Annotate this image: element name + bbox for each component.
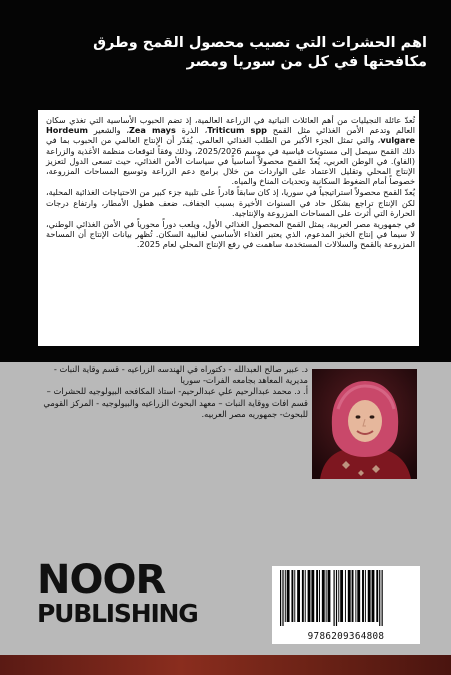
author-info: [40, 364, 308, 420]
barcode-bar: [291, 570, 293, 622]
barcode-bar: [311, 570, 314, 622]
description-paragraph: [46, 115, 415, 186]
barcode-bar: [305, 570, 306, 622]
barcode-bar: [322, 570, 325, 622]
barcode-bar: [326, 570, 327, 622]
barcode-bars: [272, 566, 420, 632]
barcode-bar: [334, 570, 335, 626]
publisher-logo-line1: NOOR: [37, 557, 166, 603]
description-text: في جمهورية مصر العربية، يمثل القمح المحصول الغذائي الأول، ويلعب دوراً محورياً في الأمن الغذائي الوطني، لا سيما في إنتاج الخبز المدعوم، الذي يعتبر الغذاء الأساسي لغالبية السكان. تُظهر بيانات الإنتاج أن المساحة المزروعة بالقمح والسلالات المستخدمة ساهمت في رفع الإنتاج المحلي لعام 2025.: [46, 219, 415, 250]
barcode-bar: [319, 570, 320, 622]
latin-species-name: Zea mays: [129, 125, 176, 136]
barcode-bar: [365, 570, 366, 622]
barcode-bar: [345, 570, 346, 622]
description-box: [38, 110, 419, 346]
barcode-bar: [379, 570, 380, 626]
publisher-logo-line2: PUBLISHING: [37, 599, 198, 628]
author-portrait-image: [312, 369, 417, 479]
barcode-bar: [297, 570, 300, 622]
barcode-bar: [352, 570, 354, 622]
barcode-bar: [338, 570, 339, 622]
description-text: يُعدّ القمح محصولاً استراتيجياً في سوريا، إذ كان سابقاً قادراً على تلبية جزء كبير من الاحتياجات الغذائية المحلية، لكن الإنتاج تراجع بشكل حاد في السنوات الأخيرة بسبب الجفاف، ضعف هطول الأمطار، وارتفاع درجات الحرارة التي أثرت على المساحات المزروعة والإنتاجية.: [46, 187, 415, 218]
author-photo: [312, 369, 417, 479]
barcode-bar: [340, 570, 343, 622]
description-text: ، والشعير: [87, 125, 129, 136]
latin-species-name: Triticum spp: [207, 125, 267, 136]
barcode-bar: [308, 570, 311, 622]
author-2: أ. د. محمد عبدالرحيم علي عبدالرحيم- استاذ المكافحه البيولوجيه للحشرات – قسم افات ووقاية النبات – معهد البحوث الزراعيه والبيولوجيه - المركز القومي للبحوث- جمهوريه مصر العربيه.: [43, 386, 308, 419]
barcode-bar: [285, 570, 286, 622]
barcode-bar: [282, 570, 283, 626]
barcode-bar: [316, 570, 318, 622]
description-text: تُعدّ عائلة النجيليات من أهم العائلات النباتية في الزراعة العالمية، إذ تضم الحبوب الأساسية التي تغذي سكان العالم وتدعم الأمن الغذائي مثل القمح: [46, 115, 415, 136]
book-title: اهم الحشرات التي تصيب محصول القمح وطرق مكافحتها في كل من سوريا ومصر: [93, 35, 427, 70]
description-paragraph: [46, 187, 415, 218]
description-text: ، الذرة: [175, 125, 208, 136]
barcode-bar: [376, 570, 378, 622]
author-1: د. عبير صالح العبدالله - دكتوراه في الهندسه الزراعيه - قسم وقاية النبات - مديرية المعاهد بجامعه الفرات- سوريا: [53, 364, 308, 386]
barcode-bar: [336, 570, 337, 626]
barcode-bar: [287, 570, 290, 622]
barcode-bar: [355, 570, 356, 622]
barcode-bar: [382, 570, 383, 626]
barcode-bar: [357, 570, 360, 622]
latin-species-name: Hordeum vulgare: [46, 125, 415, 146]
bottom-decorative-stripe: [0, 655, 451, 675]
barcode-bar: [294, 570, 295, 622]
barcode-bar: [302, 570, 304, 622]
barcode-bar: [280, 570, 281, 626]
isbn-barcode: [272, 566, 420, 644]
description-text: ، والتي تمثل الجزء الأكبر من الطلب الغذائي العالمي. يُقدّر أن الإنتاج العالمي من الحبوب بما في ذلك القمح سيصل إلى مستويات قياسية في موسم 2025/2026، وذلك وفقاً لتوقعات منظمة الأغذية والزراعة (الفاو). في الوطن العربي، يُعدّ القمح محصولاً أساسياً في سياسات الأمن الغذائي، حيث تسعى الدول لتعزيز الإنتاج المحلي وتقليل الاعتماد على الواردات من خلال برامج دعم الزراعة وتوسيع المساحات المزروعة، خصوصاً أمام الضغوط السكانية وتحديات المناخ والمياه.: [46, 135, 416, 187]
barcode-bar: [372, 570, 375, 622]
barcode-bar: [362, 570, 364, 622]
barcode-bar: [348, 570, 351, 622]
description-paragraph: [46, 219, 415, 250]
barcode-bar: [368, 570, 371, 622]
barcode-bar: [328, 570, 331, 622]
isbn-number: 9786209364808: [307, 631, 385, 642]
publisher-logo: [37, 557, 198, 628]
